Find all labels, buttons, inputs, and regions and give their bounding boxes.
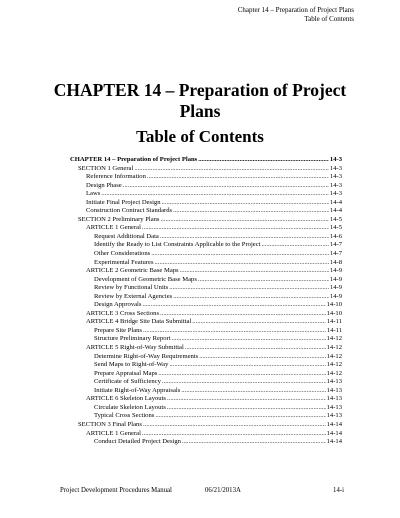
toc-heading: Table of Contents bbox=[136, 127, 264, 146]
toc-entry-label: Identify the Ready to List Constraints Applicable to the Project bbox=[94, 241, 261, 249]
toc-dot-leader bbox=[167, 395, 326, 404]
toc-entry[interactable] bbox=[70, 233, 342, 242]
toc-entry[interactable] bbox=[70, 412, 342, 421]
toc-entry[interactable] bbox=[70, 276, 342, 285]
toc-entry-page: 14-9 bbox=[329, 284, 342, 292]
toc-entry[interactable] bbox=[70, 430, 342, 439]
toc-dot-leader bbox=[182, 438, 326, 447]
toc-entry[interactable] bbox=[70, 216, 342, 225]
toc-dot-leader bbox=[147, 173, 329, 182]
toc-entry[interactable] bbox=[70, 267, 342, 276]
toc-entry[interactable] bbox=[70, 224, 342, 233]
toc-dot-leader bbox=[158, 370, 325, 379]
toc-entry[interactable] bbox=[70, 335, 342, 344]
toc-entry-label: ARTICLE 2 Geometric Base Maps bbox=[86, 267, 179, 275]
toc-entry-page: 14-13 bbox=[326, 403, 342, 411]
toc-entry-label: Construction Contract Standards bbox=[86, 207, 173, 215]
toc-entry-label: SECTION 3 Final Plans bbox=[78, 420, 142, 428]
toc-entry-label: Circulate Skeleton Layouts bbox=[94, 403, 166, 411]
toc-entry-label: Laws bbox=[86, 190, 101, 198]
running-header bbox=[238, 6, 354, 23]
toc-entry-label: Design Approvals bbox=[94, 301, 142, 309]
toc-entry[interactable] bbox=[70, 438, 342, 447]
toc-entry[interactable] bbox=[70, 182, 342, 191]
toc-entry-page: 14-9 bbox=[329, 275, 342, 283]
toc-entry-label: Certificate of Sufficiency bbox=[94, 378, 161, 386]
toc-entry-label: ARTICLE 1 General bbox=[86, 224, 141, 232]
toc-dot-leader bbox=[155, 412, 325, 421]
toc-entry[interactable] bbox=[70, 190, 342, 199]
toc-entry-label: SECTION 1 General bbox=[78, 164, 134, 172]
toc-entry[interactable] bbox=[70, 173, 342, 182]
footer-manual-name: Project Development Procedures Manual bbox=[60, 487, 172, 494]
toc-entry-label: Experimental Features bbox=[94, 258, 154, 266]
toc-entry-label: ARTICLE 6 Skeleton Layouts bbox=[86, 395, 167, 403]
toc-dot-leader bbox=[198, 276, 329, 285]
toc-entry-label: Reference Information bbox=[86, 173, 146, 181]
toc-entry-page: 14-10 bbox=[326, 301, 342, 309]
toc-entry-label: Other Considerations bbox=[94, 250, 151, 258]
toc-entry-page: 14-6 bbox=[329, 232, 342, 240]
toc-entry[interactable] bbox=[70, 353, 342, 362]
toc-entry[interactable] bbox=[70, 370, 342, 379]
toc-entry[interactable] bbox=[70, 301, 342, 310]
toc-entry[interactable] bbox=[70, 156, 342, 165]
toc-dot-leader bbox=[199, 353, 325, 362]
toc-entry-label: ARTICLE 4 Bridge Site Data Submittal bbox=[86, 318, 192, 326]
toc-entry[interactable] bbox=[70, 293, 342, 302]
toc-entry[interactable] bbox=[70, 199, 342, 208]
toc-entry-label: Prepare Appraisal Maps bbox=[94, 369, 158, 377]
toc-dot-leader bbox=[162, 378, 326, 387]
toc-entry-page: 14-12 bbox=[326, 369, 342, 377]
toc-dot-leader bbox=[169, 284, 329, 293]
toc-entry[interactable] bbox=[70, 361, 342, 370]
toc-dot-leader bbox=[161, 216, 329, 225]
toc-dot-leader bbox=[173, 293, 329, 302]
toc-dot-leader bbox=[192, 318, 326, 327]
toc-entry-page: 14-12 bbox=[326, 352, 342, 360]
toc-entry-page: 14-3 bbox=[329, 156, 342, 163]
toc-entry[interactable] bbox=[70, 165, 342, 174]
toc-entry-page: 14-9 bbox=[329, 267, 342, 275]
toc-dot-leader bbox=[185, 344, 326, 353]
toc-entry[interactable] bbox=[70, 327, 342, 336]
toc-entry[interactable] bbox=[70, 310, 342, 319]
toc-entry-label: Typical Cross Sections bbox=[94, 412, 155, 420]
toc-dot-leader bbox=[151, 250, 329, 259]
toc-dot-leader bbox=[143, 421, 326, 430]
toc-dot-leader bbox=[169, 361, 325, 370]
toc-dot-leader bbox=[160, 233, 329, 242]
toc-dot-leader bbox=[261, 241, 328, 250]
toc-entry[interactable] bbox=[70, 250, 342, 259]
toc-entry-label: Development of Geometric Base Maps bbox=[94, 275, 197, 283]
toc-entry[interactable] bbox=[70, 378, 342, 387]
toc-entry[interactable] bbox=[70, 395, 342, 404]
toc-entry-page: 14-13 bbox=[326, 412, 342, 420]
toc-entry-label: Design Phase bbox=[86, 181, 122, 189]
toc-entry-label: Request Additional Data bbox=[94, 232, 159, 240]
toc-entry-page: 14-8 bbox=[329, 258, 342, 266]
toc-dot-leader bbox=[143, 327, 326, 336]
toc-entry-label: ARTICLE 1 General bbox=[86, 429, 141, 437]
toc-entry-page: 14-13 bbox=[326, 386, 342, 394]
toc-entry[interactable] bbox=[70, 387, 342, 396]
toc-entry-label: CHAPTER 14 – Preparation of Project Plans bbox=[70, 156, 198, 163]
footer-date: 06/21/2013A bbox=[205, 487, 241, 494]
toc-entry-label: Send Maps to Right-of-Way bbox=[94, 361, 169, 369]
toc-entry-page: 14-14 bbox=[326, 429, 342, 437]
toc-dot-leader bbox=[172, 335, 326, 344]
toc-entry[interactable] bbox=[70, 207, 342, 216]
toc-entry-label: Initiate Final Project Design bbox=[86, 198, 161, 206]
toc-dot-leader bbox=[101, 190, 329, 199]
toc-entry[interactable] bbox=[70, 259, 342, 268]
toc-dot-leader bbox=[123, 182, 329, 191]
toc-dot-leader bbox=[142, 301, 325, 310]
header-chapter: Chapter 14 – Preparation of Project Plans bbox=[237, 6, 354, 14]
toc-dot-leader bbox=[134, 165, 329, 174]
toc-entry-label: Review by Functional Units bbox=[94, 284, 169, 292]
toc-entry[interactable] bbox=[70, 284, 342, 293]
toc-entry-page: 14-3 bbox=[329, 181, 342, 189]
toc-entry[interactable] bbox=[70, 404, 342, 413]
toc-entry[interactable] bbox=[70, 421, 342, 430]
toc-dot-leader bbox=[173, 207, 329, 216]
toc-entry-label: Determine Right-of-Way Requirements bbox=[94, 352, 199, 360]
toc-dot-leader bbox=[160, 310, 326, 319]
toc-entry-page: 14-13 bbox=[326, 378, 342, 386]
toc-entry-label: Conduct Detailed Project Design bbox=[94, 438, 181, 446]
toc-entry-page: 14-5 bbox=[329, 224, 342, 232]
toc-entry-page: 14-12 bbox=[326, 361, 342, 369]
toc-entry-page: 14-10 bbox=[326, 309, 342, 317]
toc-dot-leader bbox=[167, 404, 326, 413]
table-of-contents bbox=[70, 156, 342, 447]
toc-dot-leader bbox=[142, 430, 326, 439]
toc-entry-page: 14-14 bbox=[326, 420, 342, 428]
header-section: Table of Contents bbox=[304, 14, 354, 23]
toc-entry[interactable] bbox=[70, 318, 342, 327]
toc-entry-page: 14-3 bbox=[329, 190, 342, 198]
toc-entry[interactable] bbox=[70, 241, 342, 250]
toc-entry-page: 14-4 bbox=[329, 198, 342, 206]
toc-entry-label: Initiate Right-of-Way Appraisals bbox=[94, 386, 181, 394]
toc-entry[interactable] bbox=[70, 344, 342, 353]
toc-dot-leader bbox=[180, 267, 329, 276]
toc-entry-label: Structure Preliminary Report bbox=[94, 335, 171, 343]
toc-entry-page: 14-7 bbox=[329, 250, 342, 258]
toc-entry-label: Prepare Site Plans bbox=[94, 326, 142, 334]
toc-entry-page: 14-11 bbox=[326, 318, 342, 326]
toc-entry-label: ARTICLE 5 Right-of-Way Submittal bbox=[86, 344, 184, 352]
toc-dot-leader bbox=[142, 224, 329, 233]
toc-dot-leader bbox=[198, 156, 329, 165]
toc-entry-label: ARTICLE 3 Cross Sections bbox=[86, 309, 160, 317]
footer-page-number: 14-i bbox=[333, 487, 344, 494]
toc-entry-page: 14-4 bbox=[329, 207, 342, 215]
toc-entry-page: 14-9 bbox=[329, 292, 342, 300]
toc-entry-page: 14-12 bbox=[326, 344, 342, 352]
toc-entry-label: Review by External Agencies bbox=[94, 292, 173, 300]
toc-entry-page: 14-7 bbox=[329, 241, 342, 249]
toc-entry-page: 14-13 bbox=[326, 395, 342, 403]
toc-entry-page: 14-5 bbox=[329, 215, 342, 223]
toc-entry-label: SECTION 2 Preliminary Plans bbox=[78, 215, 160, 223]
toc-entry-page: 14-12 bbox=[326, 335, 342, 343]
toc-dot-leader bbox=[181, 387, 325, 396]
toc-entry-page: 14-14 bbox=[326, 438, 342, 446]
toc-dot-leader bbox=[162, 199, 329, 208]
toc-dot-leader bbox=[155, 259, 329, 268]
chapter-title: CHAPTER 14 – Preparation of Project Plans bbox=[53, 80, 347, 121]
toc-entry-page: 14-3 bbox=[329, 164, 342, 172]
toc-entry-page: 14-3 bbox=[329, 173, 342, 181]
toc-entry-page: 14-11 bbox=[326, 326, 342, 334]
